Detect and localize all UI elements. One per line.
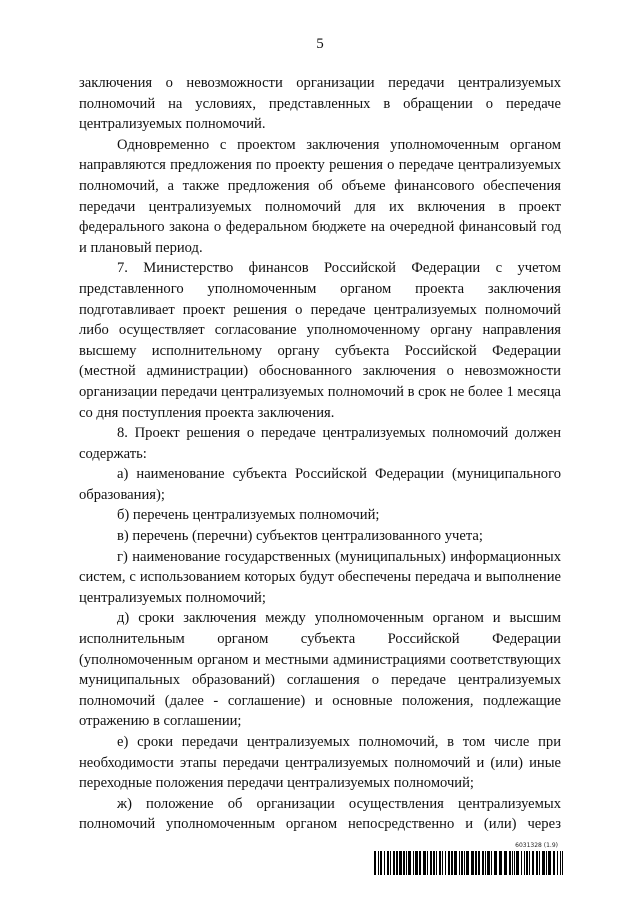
- document-body: [79, 73, 561, 835]
- subitem-g: г) наименование государственных (муниципальных) информационных систем, с использованием которых будут обеспечены передача и выполнение централизуемых полномочий;: [79, 548, 561, 606]
- subitem-b: б) перечень централизуемых полномочий;: [117, 507, 380, 524]
- subitem-d: д) сроки заключения между уполномоченным органом и высшим исполнительным органом субъекта Российской Федерации (уполномоченным органом и местными администрациями соответствующих муниципальных образований) соглашения о передаче централизуемых полномочий (далее - соглашение) и основные положения, подлежащие отражению в соглашении;: [79, 610, 561, 730]
- barcode-image: [374, 851, 563, 875]
- barcode-icon: [374, 851, 563, 875]
- paragraph-item-7: 7. Министерство финансов Российской Федерации с учетом представленного уполномоченным органом проекта заключения подготавливает проект решения о передаче централизуемых полномочий либо осуществляет согласование уполномоченному органу направления высшему исполнительному органу субъекта Российской Федерации (местной администрации) обоснованного заключения о невозможности организации передачи централизуемых полномочий в срок не более 1 месяца со дня поступления проекта заключения.: [79, 260, 561, 421]
- subitem-zh: ж) положение об организации осуществления централизуемых полномочий уполномоченным органом непосредственно и (или) через: [79, 795, 561, 833]
- subitem-a: а) наименование субъекта Российской Федерации (муниципального образования);: [79, 466, 561, 503]
- page-number: 5: [316, 36, 324, 52]
- subitem-v: в) перечень (перечни) субъектов централизованного учета;: [117, 528, 483, 545]
- barcode-label: 6031328 (1.9): [515, 842, 558, 849]
- paragraph-continuation: заключения о невозможности организации передачи централизуемых полномочий на условиях, представленных в обращении о передаче централизуемых полномочий.: [79, 75, 561, 133]
- paragraph-proposals: Одновременно с проектом заключения уполномоченным органом направляются предложения по проекту решения о передаче централизуемых полномочий, а также предложения об объеме финансового обеспечения передачи централизуемых полномочий для их включения в проект федерального закона о федеральном бюджете на очередной финансовый год и плановый период.: [79, 136, 561, 256]
- paragraph-item-8: 8. Проект решения о передаче централизуемых полномочий должен содержать:: [79, 425, 561, 462]
- subitem-e: е) сроки передачи централизуемых полномочий, в том числе при необходимости этапы передачи централизуемых полномочий и (или) иные переходные положения передачи централизуемых полномочий;: [79, 734, 561, 792]
